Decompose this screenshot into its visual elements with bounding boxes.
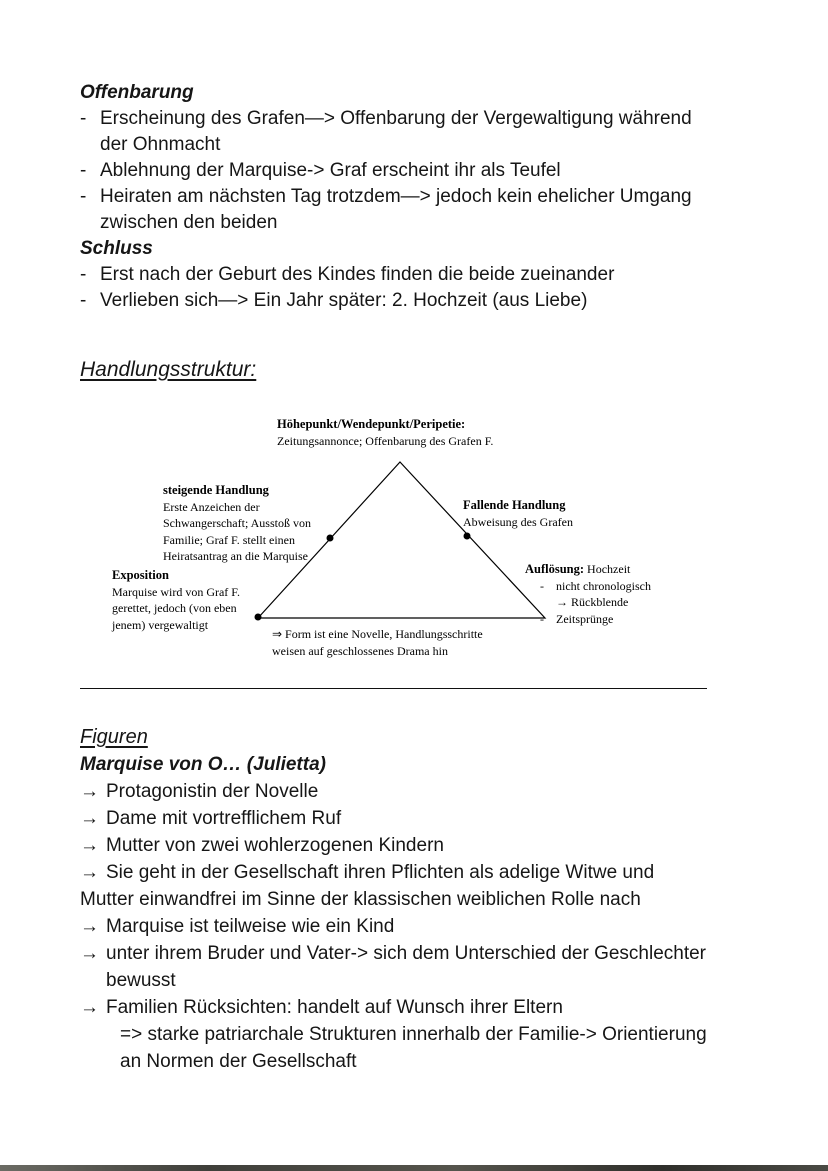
text-line: Heiraten am nächsten Tag trotzdem—> jedoch kein ehelicher Umgang (100, 186, 692, 207)
arrow-bullet: → (80, 916, 99, 937)
arrow-bullet (80, 1048, 120, 1075)
exposition-label (112, 567, 240, 633)
text-line: jenem) vergewaltigt (112, 617, 209, 632)
item-text: → Rückblende (556, 595, 629, 609)
section-divider-line (80, 688, 707, 689)
arrow-bullet: → (80, 835, 99, 856)
resolution-heading (525, 561, 651, 578)
figure-text: Marquise ist teilweise wie ein Kind (106, 916, 395, 937)
figure-line (80, 832, 800, 859)
figure-line (80, 940, 800, 967)
text-line: der Ohnmacht (100, 134, 221, 155)
heading-handlungsstruktur: Handlungsstruktur: (80, 358, 257, 381)
item-marker: - (540, 611, 544, 626)
bullet-item (80, 184, 780, 236)
text-line: Verlieben sich—> Ein Jahr später: 2. Hochzeit (aus Liebe) (100, 290, 588, 311)
figure-line (80, 805, 800, 832)
figure-text: bewusst (106, 970, 176, 991)
resolution-title: Auflösung: (525, 562, 585, 576)
rising-action-dot (327, 535, 334, 542)
page-bottom-edge (0, 1165, 828, 1171)
bullet-dash: - (80, 108, 87, 129)
climax-label (277, 416, 493, 449)
figure-text: => starke patriarchale Strukturen innerhalb der Familie-> Orientierung (120, 1024, 707, 1045)
text-line: Ablehnung der Marquise-> Graf erscheint ihr als Teufel (100, 160, 561, 181)
figure-text: Mutter von zwei wohlerzogenen Kindern (106, 835, 444, 856)
figure-text: Familien Rücksichten: handelt auf Wunsch ihrer Eltern (106, 997, 563, 1018)
text-line: Heiratsantrag an die Marquise (163, 549, 308, 563)
item-marker: - (540, 578, 544, 593)
bullet-dash: - (80, 160, 87, 181)
arrow-bullet: → (80, 781, 99, 802)
bullet-item (80, 288, 780, 314)
rising-title: steigende Handlung (163, 483, 269, 497)
text-line: Familie; Graf F. stellt einen (163, 532, 296, 547)
text-line: zwischen den beiden (100, 212, 278, 233)
text-line: Abweisung des Grafen (463, 514, 573, 529)
climax-text: Zeitungsannonce; Offenbarung des Grafen F. (277, 433, 494, 448)
figure-line (80, 967, 800, 994)
resolution-item (525, 611, 651, 628)
text-line: Erst nach der Geburt des Kindes finden die beide zueinander (100, 264, 615, 285)
resolution-text: Hochzeit (587, 562, 631, 576)
figure-text: Dame mit vortrefflichem Ruf (106, 808, 342, 829)
figures-section (80, 724, 800, 1075)
figure-line (80, 994, 800, 1021)
climax-title: Höhepunkt/Wendepunkt/Peripetie: (277, 417, 466, 431)
text-line: weisen auf geschlossenes Drama hin (272, 643, 448, 658)
resolution-label (525, 561, 651, 627)
exposition-dot (255, 614, 262, 621)
bullet-item (80, 158, 780, 184)
text-line: Erscheinung des Grafen—> Offenbarung der Vergewaltigung während (100, 108, 692, 129)
item-marker (540, 594, 556, 611)
text-line: ⇒ Form ist eine Novelle, Handlungsschritte (272, 627, 483, 641)
figure-text: Protagonistin der Novelle (106, 781, 319, 802)
arrow-bullet: → (80, 943, 99, 964)
figure-text: an Normen der Gesellschaft (120, 1051, 357, 1072)
figure-line (80, 778, 800, 805)
item-text: Zeitsprünge (556, 611, 614, 626)
heading-schluss: Schluss (80, 238, 153, 259)
arrow-bullet (80, 967, 106, 994)
figure-line (80, 886, 800, 913)
bullet-item (80, 106, 780, 158)
figure-text: unter ihrem Bruder und Vater-> sich dem Unterschied der Geschlechter (106, 943, 707, 964)
resolution-item (525, 594, 651, 611)
figure-line (80, 1021, 800, 1048)
text-line: Erste Anzeichen der (163, 499, 260, 514)
figure-line (80, 913, 800, 940)
bullet-dash: - (80, 290, 87, 311)
form-conclusion-label (272, 626, 483, 659)
bullet-text (100, 106, 692, 158)
bullet-item (80, 262, 780, 288)
plot-summary-section (80, 80, 780, 314)
figure-text: Mutter einwandfrei im Sinne der klassischen weiblichen Rolle nach (80, 889, 641, 910)
bullet-dash: - (80, 186, 87, 207)
figure-line (80, 859, 800, 886)
bullet-text (100, 262, 614, 288)
arrow-bullet: → (80, 862, 99, 883)
plot-structure-diagram (0, 410, 828, 672)
text-line: gerettet, jedoch (von eben (112, 601, 237, 615)
figure-text: Sie geht in der Gesellschaft ihren Pflichten als adelige Witwe und (106, 862, 655, 883)
heading-offenbarung: Offenbarung (80, 82, 194, 103)
falling-action-dot (464, 533, 471, 540)
bullet-text (100, 158, 561, 184)
falling-title: Fallende Handlung (463, 498, 566, 512)
item-text: nicht chronologisch (556, 578, 651, 593)
figure-line (80, 1048, 800, 1075)
bullet-text (100, 184, 692, 236)
arrow-bullet: → (80, 808, 99, 829)
exposition-title: Exposition (112, 568, 169, 582)
heading-figuren: Figuren (80, 726, 148, 748)
text-line: Schwangerschaft; Ausstoß von (163, 516, 311, 530)
rising-action-label (163, 482, 311, 565)
bullet-text (100, 288, 587, 314)
resolution-item (525, 578, 651, 595)
bullet-dash: - (80, 264, 87, 285)
text-line: Marquise wird von Graf F. (112, 584, 241, 599)
arrow-bullet (80, 1021, 120, 1048)
subheading-marquise: Marquise von O… (Julietta) (80, 754, 326, 775)
falling-action-label (463, 497, 573, 530)
arrow-bullet: → (80, 997, 99, 1018)
